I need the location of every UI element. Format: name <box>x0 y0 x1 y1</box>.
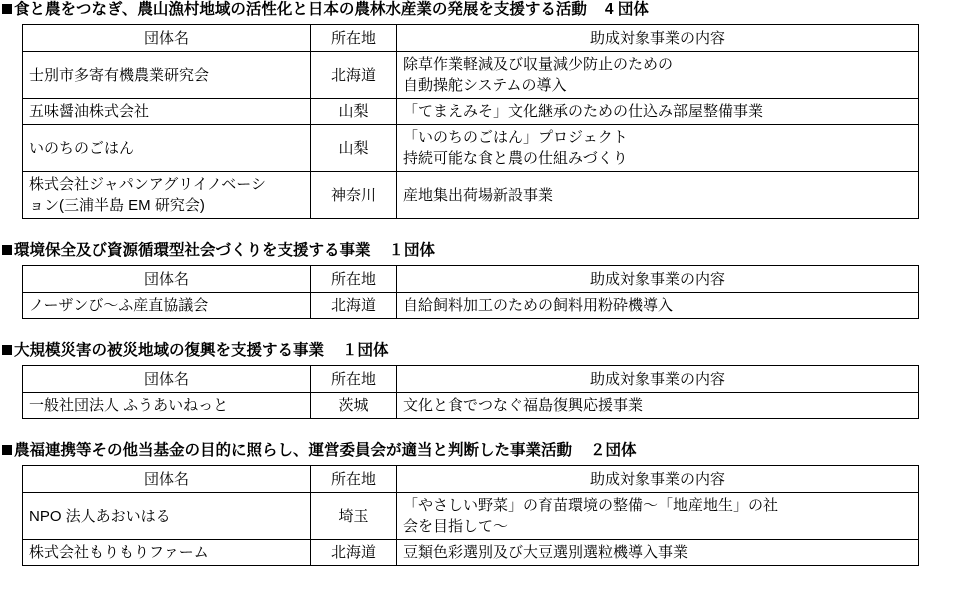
section-2-count: １団体 <box>388 242 436 259</box>
table-row <box>23 540 919 566</box>
desc-line: 自給飼料加工のための飼料用粉砕機導入 <box>403 297 674 314</box>
section-3-heading <box>0 341 974 365</box>
org-line: いのちのごはん <box>29 139 135 157</box>
table-row <box>23 125 919 172</box>
cell-desc <box>397 293 919 319</box>
spacer <box>0 219 974 241</box>
cell-desc <box>397 52 919 99</box>
org-line: 一般社団法人 ふうあいねっと <box>29 397 229 414</box>
square-bullet-icon <box>2 445 12 455</box>
section-1-heading <box>0 0 974 24</box>
cell-desc <box>397 99 919 125</box>
cell-loc: 茨城 <box>311 393 397 419</box>
cell-org <box>23 493 311 540</box>
desc-line: 豆類色彩選別及び大豆選別選粒機導入事業 <box>403 544 689 561</box>
desc-line: 「いのちのごはん」プロジェクト <box>403 129 628 146</box>
section-1-count: 4 団体 <box>604 1 649 18</box>
org-line: 五味醤油株式会社 <box>29 103 150 120</box>
column-header-desc: 助成対象事業の内容 <box>397 266 919 293</box>
cell-org <box>23 125 311 172</box>
org-line: ノーザンび～ふ産直協議会 <box>29 297 209 314</box>
spacer <box>0 319 974 341</box>
section-1-title: 食と農をつなぎ、農山漁村地域の活性化と日本の農林水産業の発展を支援する活動 <box>14 1 587 18</box>
cell-loc: 神奈川 <box>311 172 397 219</box>
section-4 <box>0 441 974 566</box>
cell-desc <box>397 172 919 219</box>
section-2 <box>0 241 974 319</box>
table-row <box>23 52 919 99</box>
cell-desc <box>397 493 919 540</box>
section-4-title: 農福連携等その他当基金の目的に照らし、運営委員会が適当と判断した事業活動 <box>14 442 573 459</box>
desc-line: 産地集出荷場新設事業 <box>403 186 554 204</box>
desc-line: 会を目指して～ <box>403 518 509 535</box>
cell-desc <box>397 125 919 172</box>
section-3 <box>0 341 974 419</box>
cell-desc <box>397 393 919 419</box>
section-3-count: １団体 <box>342 342 389 359</box>
section-4-table <box>22 465 919 566</box>
column-header-org: 団体名 <box>23 266 311 293</box>
cell-org <box>23 52 311 99</box>
table-row <box>23 293 919 319</box>
spacer <box>0 419 974 441</box>
desc-line: 自動操舵システムの導入 <box>403 77 567 94</box>
cell-loc: 北海道 <box>311 293 397 319</box>
section-4-count: ２団体 <box>590 442 637 459</box>
table-header-row <box>23 25 919 52</box>
section-2-title: 環境保全及び資源循環型社会づくりを支援する事業 <box>14 242 371 259</box>
cell-org <box>23 293 311 319</box>
desc-line: 持続可能な食と農の仕組みづくり <box>403 150 628 167</box>
section-1-table <box>22 24 919 219</box>
table-row <box>23 99 919 125</box>
cell-desc <box>397 540 919 566</box>
column-header-loc: 所在地 <box>311 466 397 493</box>
section-2-heading <box>0 241 974 265</box>
column-header-loc: 所在地 <box>311 25 397 52</box>
org-line: 士別市多寄有機農業研究会 <box>29 66 210 84</box>
cell-org <box>23 393 311 419</box>
cell-org <box>23 540 311 566</box>
cell-loc: 山梨 <box>311 125 397 172</box>
column-header-org: 団体名 <box>23 366 311 393</box>
square-bullet-icon <box>2 4 12 14</box>
column-header-desc: 助成対象事業の内容 <box>397 25 919 52</box>
table-header-row <box>23 466 919 493</box>
cell-loc: 北海道 <box>311 52 397 99</box>
org-line: 株式会社もりもりファーム <box>29 544 209 561</box>
table-row <box>23 172 919 219</box>
section-3-table <box>22 365 919 419</box>
table-row <box>23 393 919 419</box>
desc-line: 「やさしい野菜」の育苗環境の整備～「地産地生」の社 <box>403 497 779 514</box>
cell-loc: 山梨 <box>311 99 397 125</box>
desc-line: 「てまえみそ」文化継承のための仕込み部屋整備事業 <box>403 103 764 120</box>
cell-loc: 北海道 <box>311 540 397 566</box>
column-header-org: 団体名 <box>23 466 311 493</box>
cell-org <box>23 172 311 219</box>
cell-org <box>23 99 311 125</box>
section-4-heading <box>0 441 974 465</box>
cell-loc: 埼玉 <box>311 493 397 540</box>
desc-line: 除草作業軽減及び収量減少防止のための <box>403 56 674 73</box>
square-bullet-icon <box>2 345 12 355</box>
square-bullet-icon <box>2 245 12 255</box>
org-line: 株式会社ジャパンアグリイノベーシ <box>29 176 267 193</box>
column-header-loc: 所在地 <box>311 366 397 393</box>
column-header-desc: 助成対象事業の内容 <box>397 466 919 493</box>
section-2-table <box>22 265 919 319</box>
org-line: ョン(三浦半島 EM 研究会) <box>29 197 205 214</box>
org-line: NPO 法人あおいはる <box>29 507 171 525</box>
column-header-org: 団体名 <box>23 25 311 52</box>
table-header-row <box>23 366 919 393</box>
section-3-title: 大規模災害の被災地域の復興を支援する事業 <box>14 342 325 359</box>
table-header-row <box>23 266 919 293</box>
column-header-loc: 所在地 <box>311 266 397 293</box>
desc-line: 文化と食でつなぐ福島復興応援事業 <box>403 397 644 414</box>
column-header-desc: 助成対象事業の内容 <box>397 366 919 393</box>
section-1 <box>0 0 974 219</box>
table-row <box>23 493 919 540</box>
